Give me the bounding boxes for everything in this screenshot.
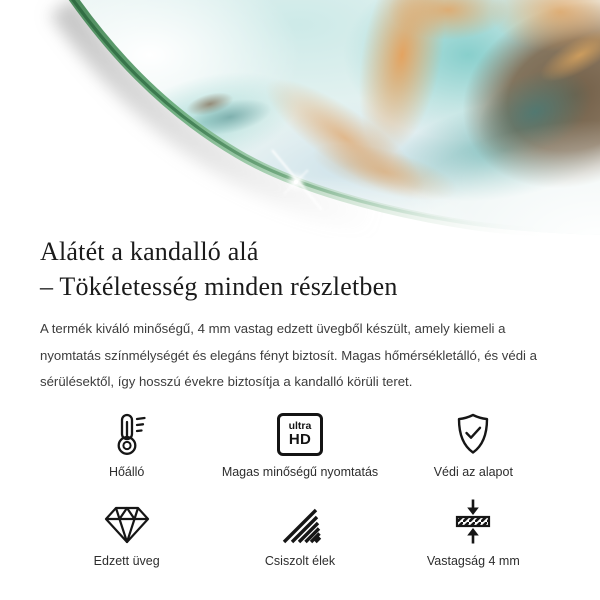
thermometer-icon	[106, 408, 148, 456]
feature-label: Védi az alapot	[433, 464, 513, 479]
feature-heat-resistant	[40, 408, 213, 479]
feature-label: Vastagság 4 mm	[426, 553, 520, 568]
title-line-2: – Tökéletesség minden részletben	[40, 272, 398, 301]
feature-grid	[40, 408, 560, 568]
product-description: A termék kiváló minőségű, 4 mm vastag edzett üvegből készült, amely kiemeli a nyomtatás színmélységét és elegáns fényt biztosít. Magas hőmérsékletálló, és védi a sérülésektől, így hosszú évekre biztosítja a kandalló körüli teret.	[40, 321, 537, 389]
uhd-badge-top: ultra	[288, 419, 312, 432]
diamond-icon	[103, 497, 151, 545]
feature-label: Edzett üveg	[93, 553, 160, 568]
feature-label: Magas minőségű nyomtatás	[221, 464, 379, 479]
uhd-badge-bottom: HD	[288, 431, 312, 449]
feature-label: Csiszolt élek	[264, 553, 336, 568]
feature-label: Hőálló	[108, 464, 145, 479]
beveled-edge-icon	[278, 497, 322, 545]
feature-high-quality-print	[213, 408, 386, 479]
glass-pad-photo	[0, 0, 600, 238]
ultra-hd-icon	[277, 408, 323, 456]
product-image	[0, 0, 600, 238]
feature-tempered-glass	[40, 497, 213, 568]
shield-check-icon	[452, 408, 494, 456]
product-info-section	[0, 234, 600, 568]
page-title	[40, 234, 560, 304]
feature-thickness	[387, 497, 560, 568]
feature-polished-edges	[213, 497, 386, 568]
title-line-1: Alátét a kandalló alá	[40, 237, 259, 266]
feature-protects-base	[387, 408, 560, 479]
thickness-icon	[451, 497, 495, 545]
